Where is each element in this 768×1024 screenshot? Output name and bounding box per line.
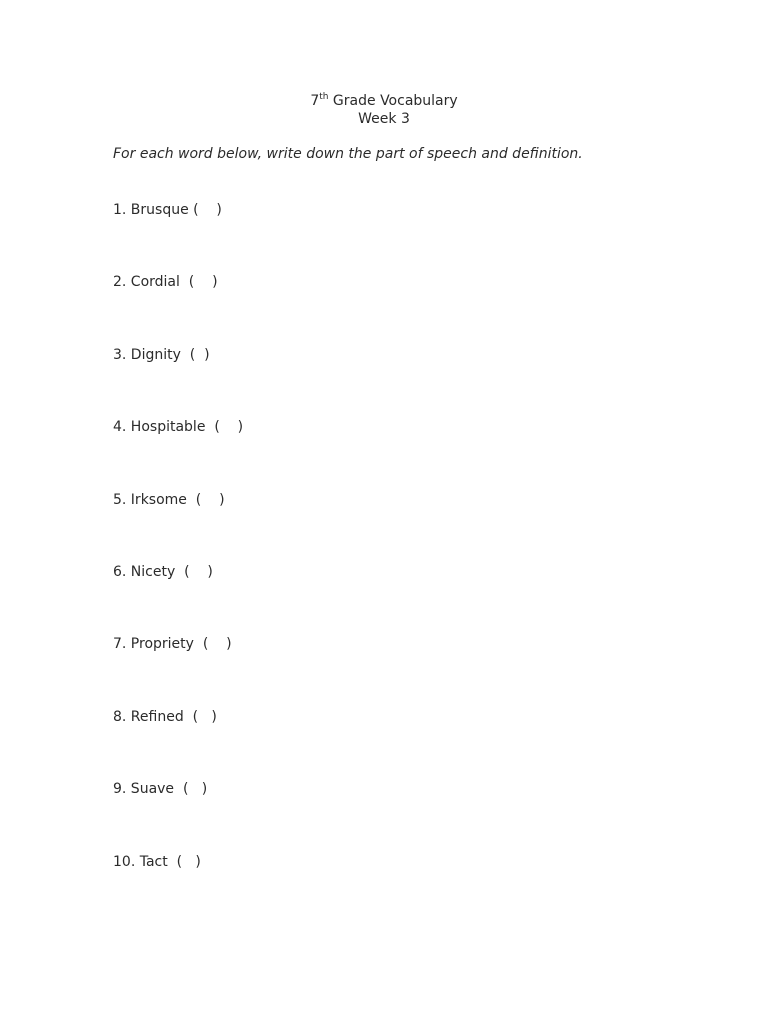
vocabulary-item: 9. Suave ( ) [113,781,208,798]
page-subtitle: Week 3 [358,111,410,127]
vocabulary-item: 3. Dignity ( ) [113,346,210,363]
grade-number: 7 [310,93,320,109]
instructions: For each word below, write down the part of speech and definition. [113,146,583,162]
vocabulary-item: 2. Cordial ( ) [113,274,218,291]
vocabulary-item: 4. Hospitable ( ) [113,419,244,436]
vocabulary-item: 5. Irksome ( ) [113,491,225,508]
title-text: Grade Vocabulary [328,93,458,109]
title-block [0,92,768,128]
vocabulary-list [113,201,243,925]
vocabulary-item: 6. Nicety ( ) [113,563,213,580]
vocabulary-item: 10. Tact ( ) [113,853,201,870]
grade-suffix: th [319,92,329,102]
vocabulary-item: 8. Refined ( ) [113,708,217,725]
page-title [0,92,768,110]
vocabulary-item: 7. Propriety ( ) [113,636,232,653]
vocabulary-item: 1. Brusque ( ) [113,202,222,218]
